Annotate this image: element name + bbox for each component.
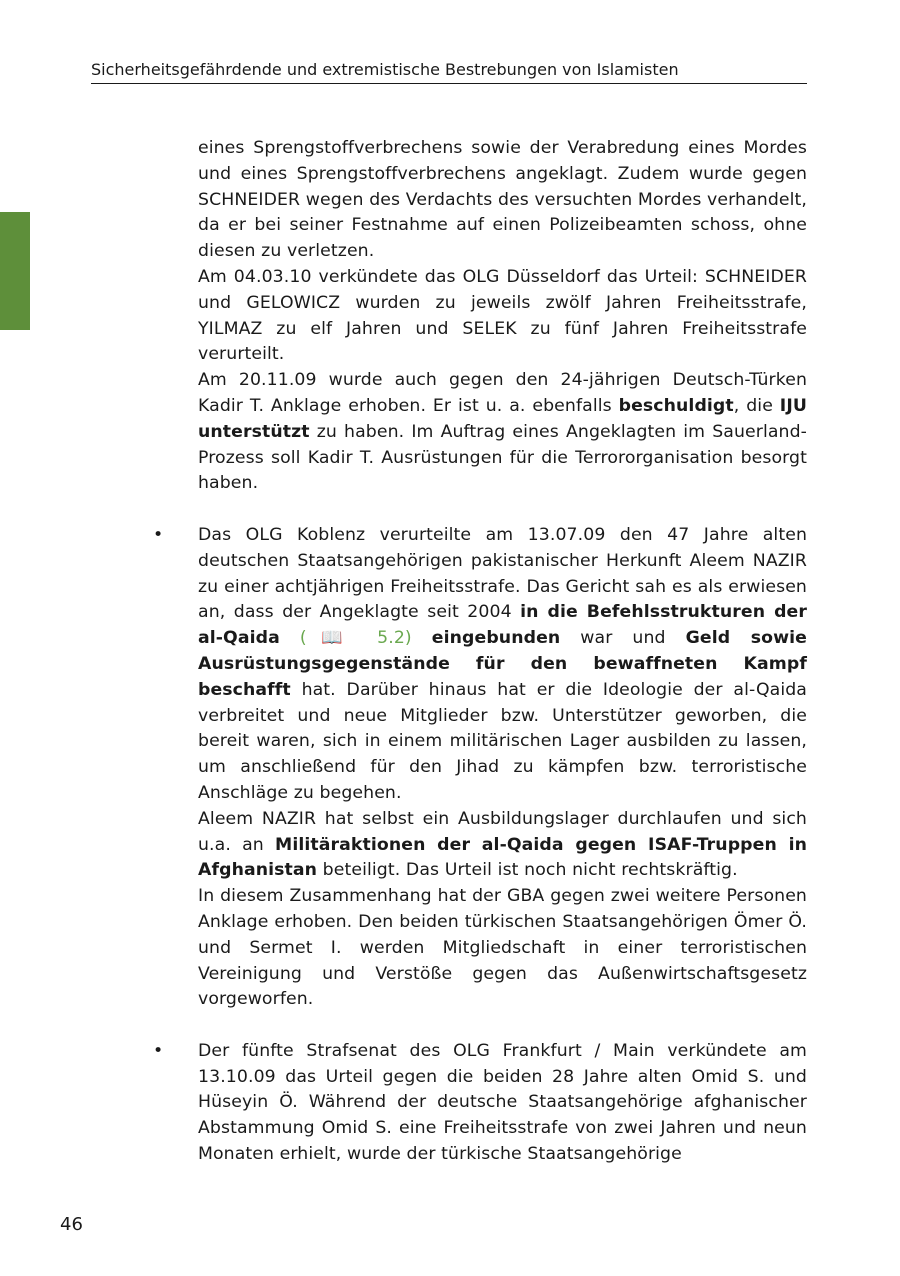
list-item bbox=[153, 523, 807, 1013]
bold-text: eingebunden bbox=[431, 628, 561, 649]
bold-text: in die Befehlsstrukturen der al-Qaida bbox=[198, 602, 807, 649]
text-run: Aleem NAZIR hat selbst ein Ausbildungslager durchlaufen und sich u.a. an bbox=[198, 808, 807, 855]
text-run: , die bbox=[733, 395, 780, 416]
bold-text: beschuldigt bbox=[618, 395, 734, 416]
text-run: hat. Darüber hinaus hat er die Ideologie der al-Qaida verbreitet und neue Mitglieder bzw. Unterstützer geworben, die bereit waren, sich in einem militärischen Lager ausbilden zu lassen, um anschließend für den Jihad zu kämpfen bzw. terroristische Anschläge zu begehen. bbox=[198, 679, 807, 803]
paragraph bbox=[198, 807, 807, 884]
paragraph: In diesem Zusammenhang hat der GBA gegen zwei weitere Personen Anklage erhoben. Den beiden türkischen Staatsangehörigen Ömer Ö. und Sermet I. werden Mitgliedschaft in einer terroristischen Vereinigung und Verstöße gegen das Außenwirtschaftsgesetz vorgeworfen. bbox=[198, 886, 807, 1010]
paragraph: Der fünfte Strafsenat des OLG Frankfurt / Main verkündete am 13.10.09 das Urteil gegen die beiden 28 Jahre alten Omid S. und Hüseyin Ö. Während der deutsche Staatsangehörige afghanischer Abstammung Omid S. eine Freiheitsstrafe von zwei Jahren und neun Monaten erhielt, wurde der türkische Staatsangehörige bbox=[198, 1040, 807, 1165]
cross-reference-link[interactable]: (📖 5.2) bbox=[299, 628, 412, 649]
paragraph: Am 04.03.10 verkündete das OLG Düsseldorf das Urteil: SCHNEIDER und GELOWICZ wurden zu jeweils zwölf Jahren Freiheitsstrafe, YILMAZ zu elf Jahren und SELEK zu fünf Jahren Freiheitsstrafe verurteilt. bbox=[198, 266, 807, 365]
chapter-tab-marker bbox=[0, 212, 30, 330]
bullet-icon: • bbox=[153, 1040, 164, 1061]
text-run: Am 20.11.09 wurde auch gegen den 24-jährigen Deutsch-Türken Kadir T. Anklage erhoben. Er ist u. a. ebenfalls bbox=[198, 370, 807, 416]
list-item bbox=[153, 1039, 807, 1168]
text-run: Das OLG Koblenz verurteilte am 13.07.09 den 47 Jahre alten deutschen Staatsangehörigen pakistanischer Herkunft Aleem NAZIR zu einer achtjährigen Freiheitsstrafe. Das Gericht sah es als erwiesen an, dass der Angeklagte seit 2004 bbox=[198, 524, 807, 623]
text-run bbox=[412, 628, 432, 648]
page-number: 46 bbox=[60, 1214, 83, 1235]
bold-text: Geld sowie Ausrüstungsgegenstände für den bewaffneten Kampf beschafft bbox=[198, 628, 807, 700]
paragraph bbox=[198, 523, 807, 807]
text-run: beteiligt. Das Urteil ist noch nicht rechtskräftig. bbox=[317, 860, 738, 881]
page-body bbox=[153, 136, 807, 1168]
paragraph: eines Sprengstoffverbrechens sowie der Verabredung eines Mordes und eines Sprengstoffverbrechens angeklagt. Zudem wurde gegen SCHNEIDER wegen des Verdachts des versuchten Mordes verhandelt, da er bei seiner Festnahme auf einen Polizeibeamten schoss, ohne diesen zu verletzen. bbox=[198, 138, 807, 262]
bold-text: Militäraktionen der al-Qaida gegen ISAF-Truppen in Afghanistan bbox=[198, 834, 807, 881]
text-run: war und bbox=[560, 628, 686, 649]
bold-text: IJU unterstützt bbox=[198, 395, 807, 442]
text-run: zu haben. Im Auftrag eines Angeklagten im Sauerland-Prozess soll Kadir T. Ausrüstungen für die Terrororganisation besorgt haben. bbox=[198, 421, 807, 494]
text-run bbox=[280, 628, 300, 648]
bullet-icon: • bbox=[153, 524, 164, 545]
paragraph bbox=[198, 368, 807, 497]
running-header: Sicherheitsgefährdende und extremistische Bestrebungen von Islamisten bbox=[91, 60, 807, 84]
